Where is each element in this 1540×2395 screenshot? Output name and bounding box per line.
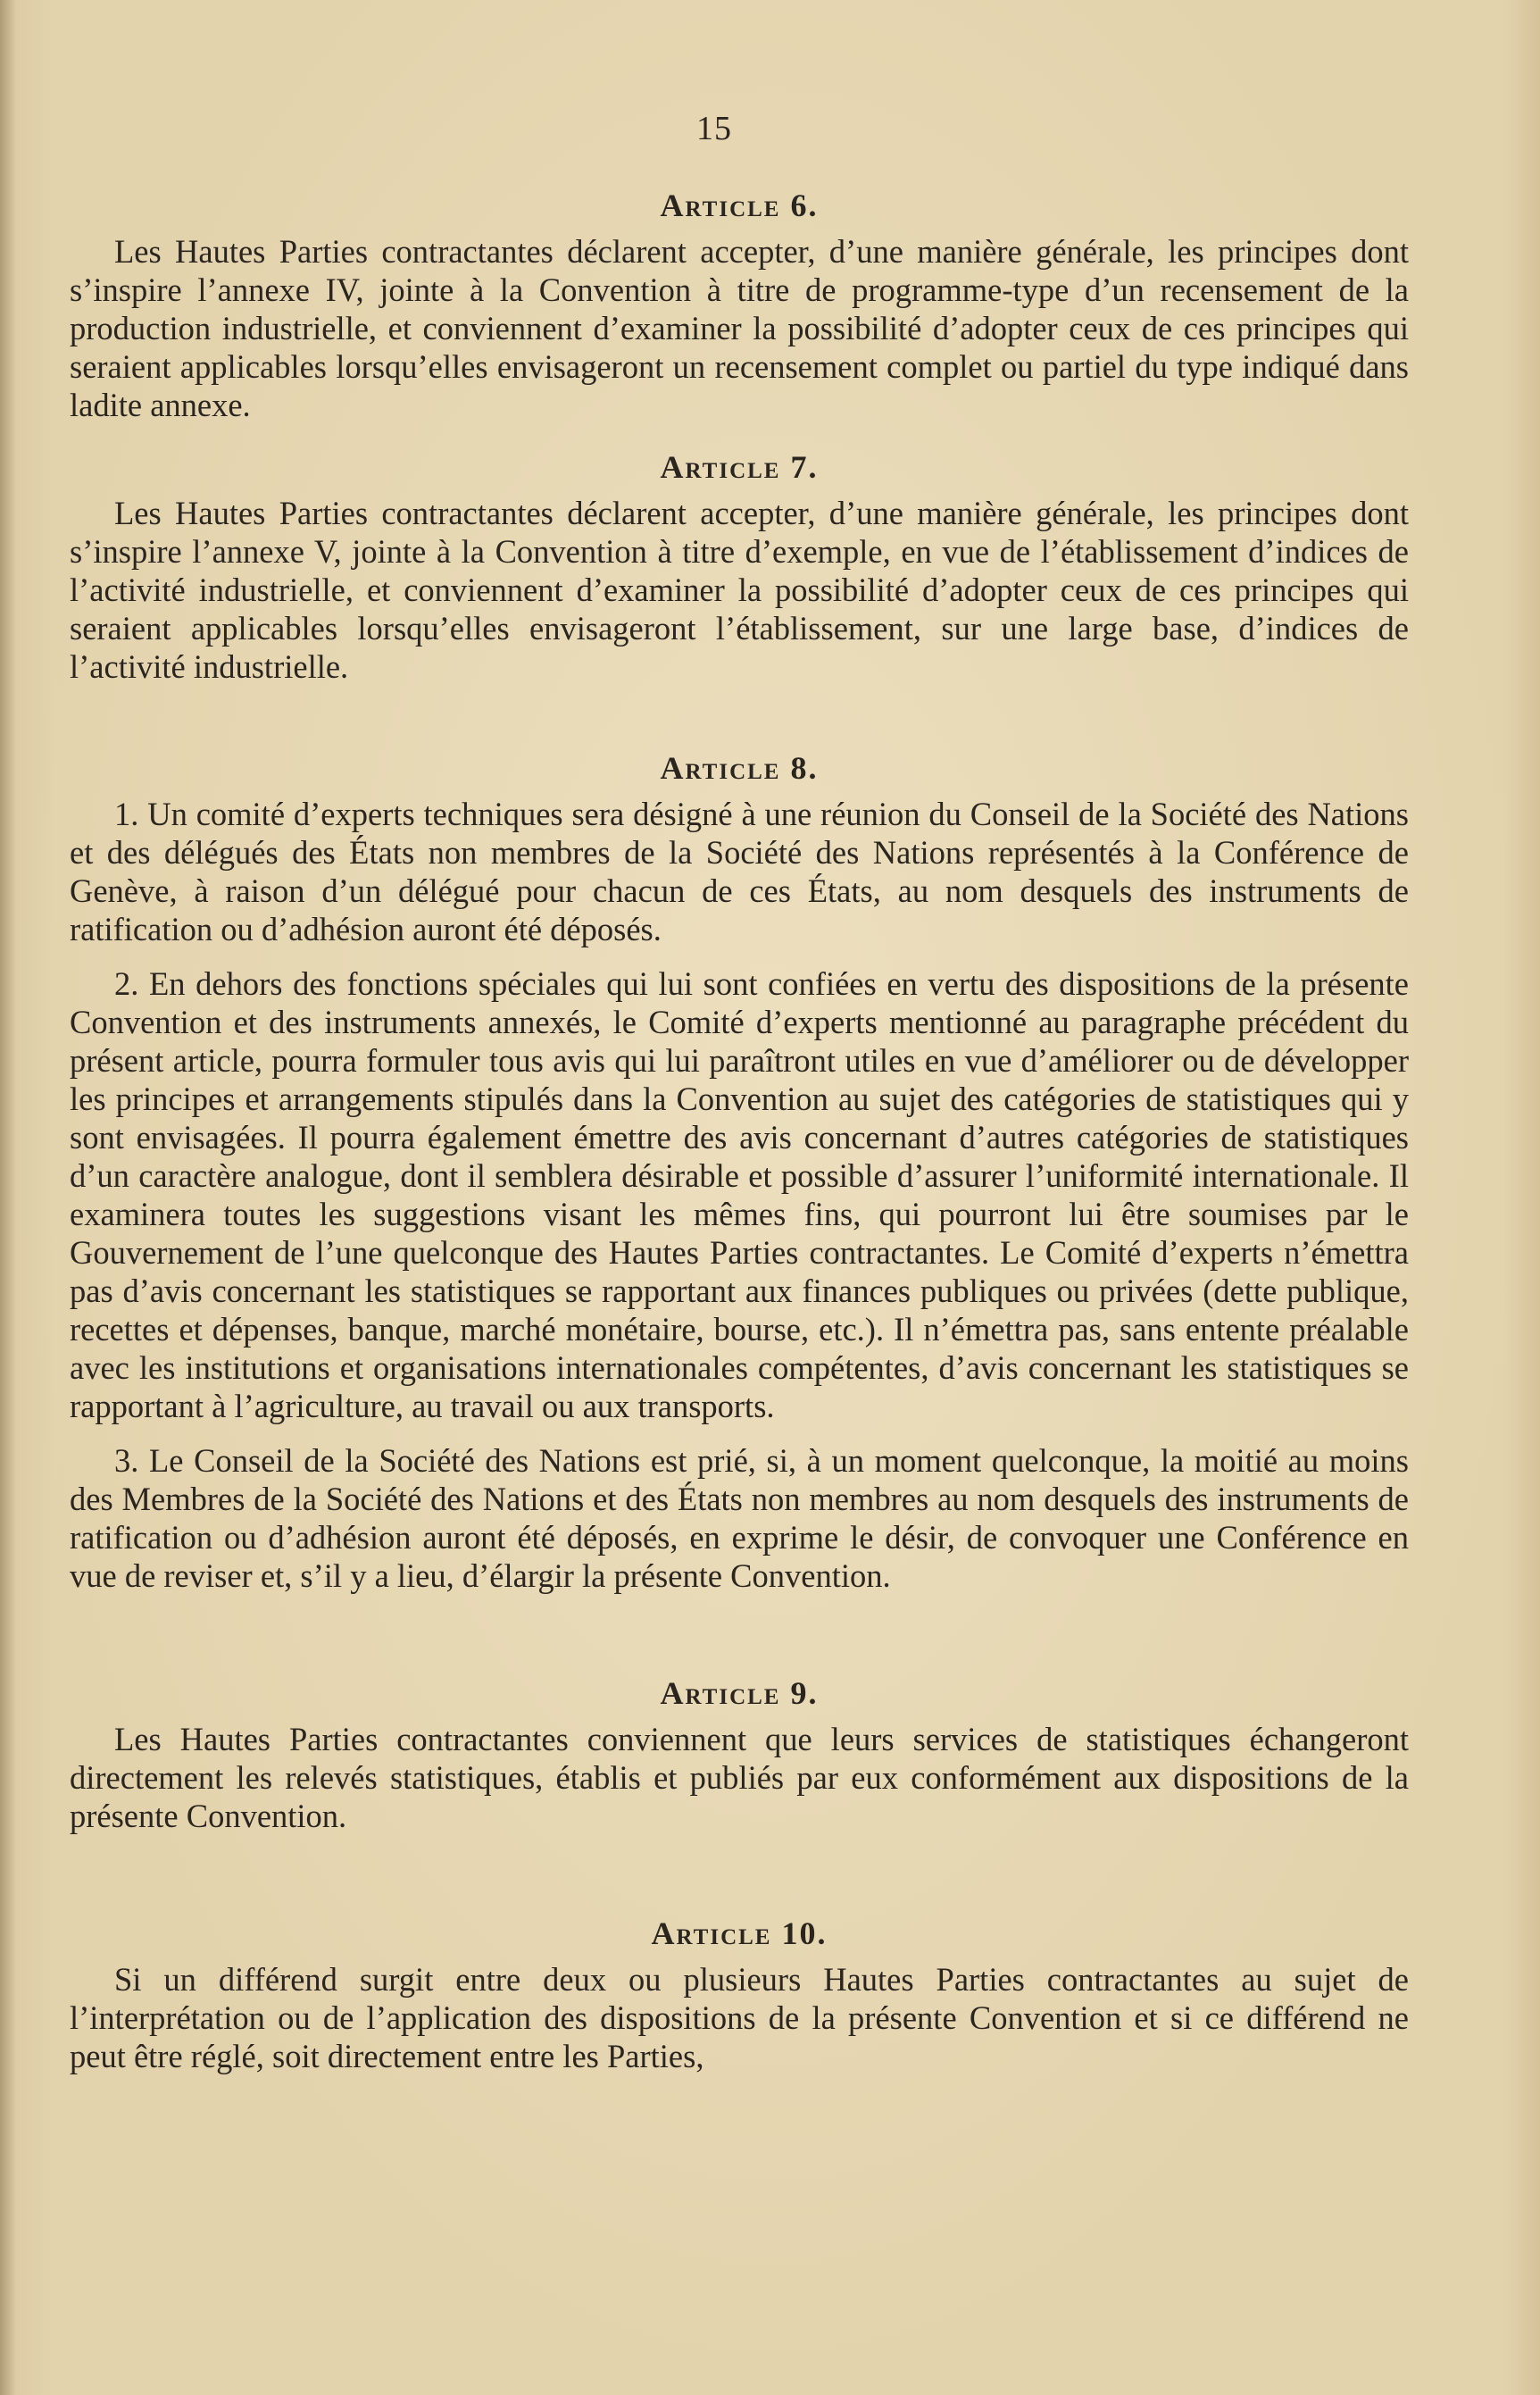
article-paragraph: Les Hautes Parties contractantes conviennent que leurs services de statistiques échangeront directement les relevés statistiques, établis et publiés par eux conformément aux dispositions de la présente Convention. [70, 1721, 1409, 1834]
page-edge-shadow [1504, 0, 1540, 2395]
page-body [70, 179, 1409, 2075]
article-paragraph: Si un différend surgit entre deux ou plusieurs Hautes Parties contractantes au sujet de l’interprétation ou de l’application des dispositions de la présente Convention et si ce différend ne peut être réglé, soit directement entre les Parties, [70, 1961, 1409, 2074]
article-10 [70, 1907, 1409, 2075]
article-9 [70, 1666, 1409, 1835]
article-heading: Article 7. [660, 449, 819, 485]
article-8 [70, 741, 1409, 1595]
article-paragraph: 2. En dehors des fonctions spéciales qui lui sont confiées en vertu des dispositions de la présente Convention et des instruments annexés, le Comité d’experts mentionné au paragraphe précédent du présent article, pourra formuler tous avis qui lui paraîtront utiles en vue d’améliorer ou de développer les principes et arrangements stipulés dans la Convention au sujet des catégories de statistiques qui y sont envisagées. Il pourra également émettre des avis concernant d’autres catégories de statistiques d’un caractère analogue, dont il semblera désirable et possible d’assurer l’uniformité internationale. Il examinera toutes les suggestions visant les mêmes fins, qui pourront lui être soumises par le Gouvernement de l’une quelconque des Hautes Parties contractantes. Le Comité d’experts n’émettra pas d’avis concernant les statistiques se rapportant aux finances publiques ou privées (dette publique, recettes et dépenses, banque, marché monétaire, bourse, etc.). Il n’émettra pas, sans entente préalable avec les institutions et organisations internationales compétentes, d’avis concernant les statistiques se rapportant à l’agriculture, au travail ou aux transports. [70, 965, 1409, 1424]
article-heading: Article 10. [651, 1915, 828, 1951]
page-gutter-shadow [0, 0, 16, 2395]
article-paragraph: 1. Un comité d’experts techniques sera désigné à une réunion du Conseil de la Société des Nations et des délégués des États non membres de la Société des Nations représentés à la Conférence de Genève, à raison d’un délégué pour chacun de ces États, au nom desquels des instruments de ratification ou d’adhésion auront été déposés. [70, 796, 1409, 947]
article-paragraph: Les Hautes Parties contractantes déclarent accepter, d’une manière générale, les principes dont s’inspire l’annexe V, jointe à la Convention à titre d’exemple, en vue de l’établissement d’indices de l’activité industrielle, et conviennent d’examiner la possibilité d’adopter ceux de ces principes qui seraient applicables lorsqu’elles envisageront l’établissement, sur une large base, d’indices de l’activité industrielle. [70, 495, 1409, 685]
article-7 [70, 440, 1409, 686]
article-heading: Article 8. [660, 750, 819, 786]
article-6 [70, 179, 1409, 424]
article-paragraph: 3. Le Conseil de la Société des Nations est prié, si, à un moment quelconque, la moitié au moins des Membres de la Société des Nations et des États non membres au nom desquels des instruments de ratification ou d’adhésion auront été déposés, en exprime le désir, de convoquer une Conférence en vue de reviser et, s’il y a lieu, d’élargir la présente Convention. [70, 1442, 1409, 1594]
article-heading: Article 9. [660, 1675, 819, 1711]
article-heading: Article 6. [660, 188, 819, 223]
article-paragraph: Les Hautes Parties contractantes déclarent accepter, d’une manière générale, les principes dont s’inspire l’annexe IV, jointe à la Convention à titre de programme-type d’un recensement de la production industrielle, et conviennent d’examiner la possibilité d’adopter ceux de ces principes qui seraient applicables lorsqu’elles envisageront un recensement complet ou partiel du type indiqué dans ladite annexe. [70, 233, 1409, 423]
page-number: 15 [696, 110, 732, 147]
